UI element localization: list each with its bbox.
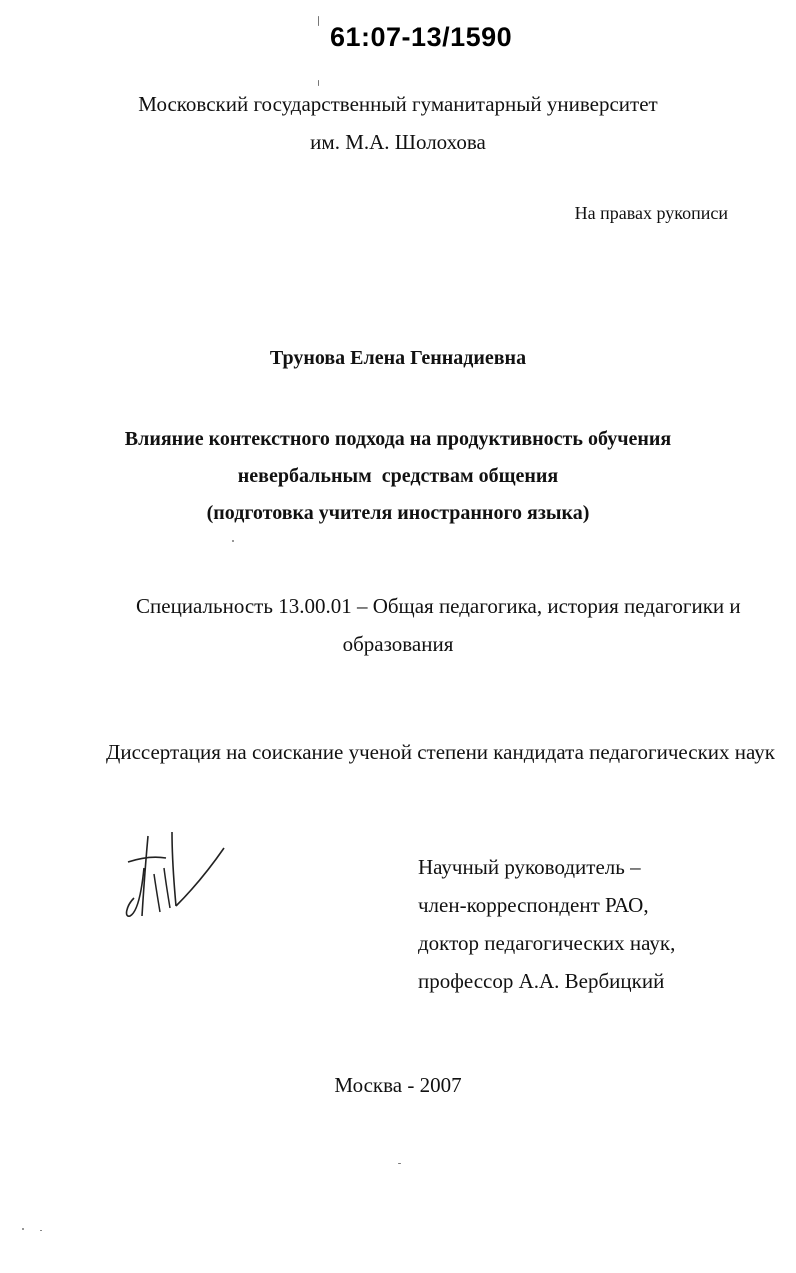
city-year: Москва - 2007 (334, 1073, 462, 1097)
supervisor-line-3: доктор педагогических наук, (418, 931, 676, 955)
manuscript-note: На правах рукописи (574, 203, 728, 223)
supervisor-line-4: профессор А.А. Вербицкий (418, 969, 665, 993)
scan-speck (40, 1230, 42, 1231)
author-name: Трунова Елена Геннадиевна (269, 347, 527, 369)
dissertation-title (0, 421, 796, 532)
title-line-1: Влияние контекстного подхода на продуктивность обучения (124, 428, 672, 450)
supervisor-block (418, 848, 675, 1000)
scan-speck (318, 80, 319, 86)
dissertation-type: Диссертация на соискание ученой степени кандидата педагогических наук (106, 740, 775, 764)
university-name: Московский государственный гуманитарный университет (138, 92, 658, 116)
title-line-3: (подготовка учителя иностранного языка) (206, 502, 590, 524)
title-line-2: невербальным средствам общения (237, 465, 559, 487)
scan-speck (398, 1163, 401, 1164)
university-named-after: им. М.А. Шолохова (310, 130, 486, 154)
specialty-line-1: Специальность 13.00.01 – Общая педагогика, история педагогики и (136, 594, 741, 618)
specialty-line-2: образования (342, 632, 454, 656)
supervisor-line-1: Научный руководитель – (418, 855, 641, 879)
catalog-number: 61:07-13/1590 (330, 22, 513, 52)
scan-speck (232, 540, 234, 542)
supervisor-line-2: член-корреспондент РАО, (418, 893, 649, 917)
signature-icon (120, 828, 230, 923)
scan-speck (318, 16, 319, 26)
scan-speck (22, 1228, 24, 1230)
